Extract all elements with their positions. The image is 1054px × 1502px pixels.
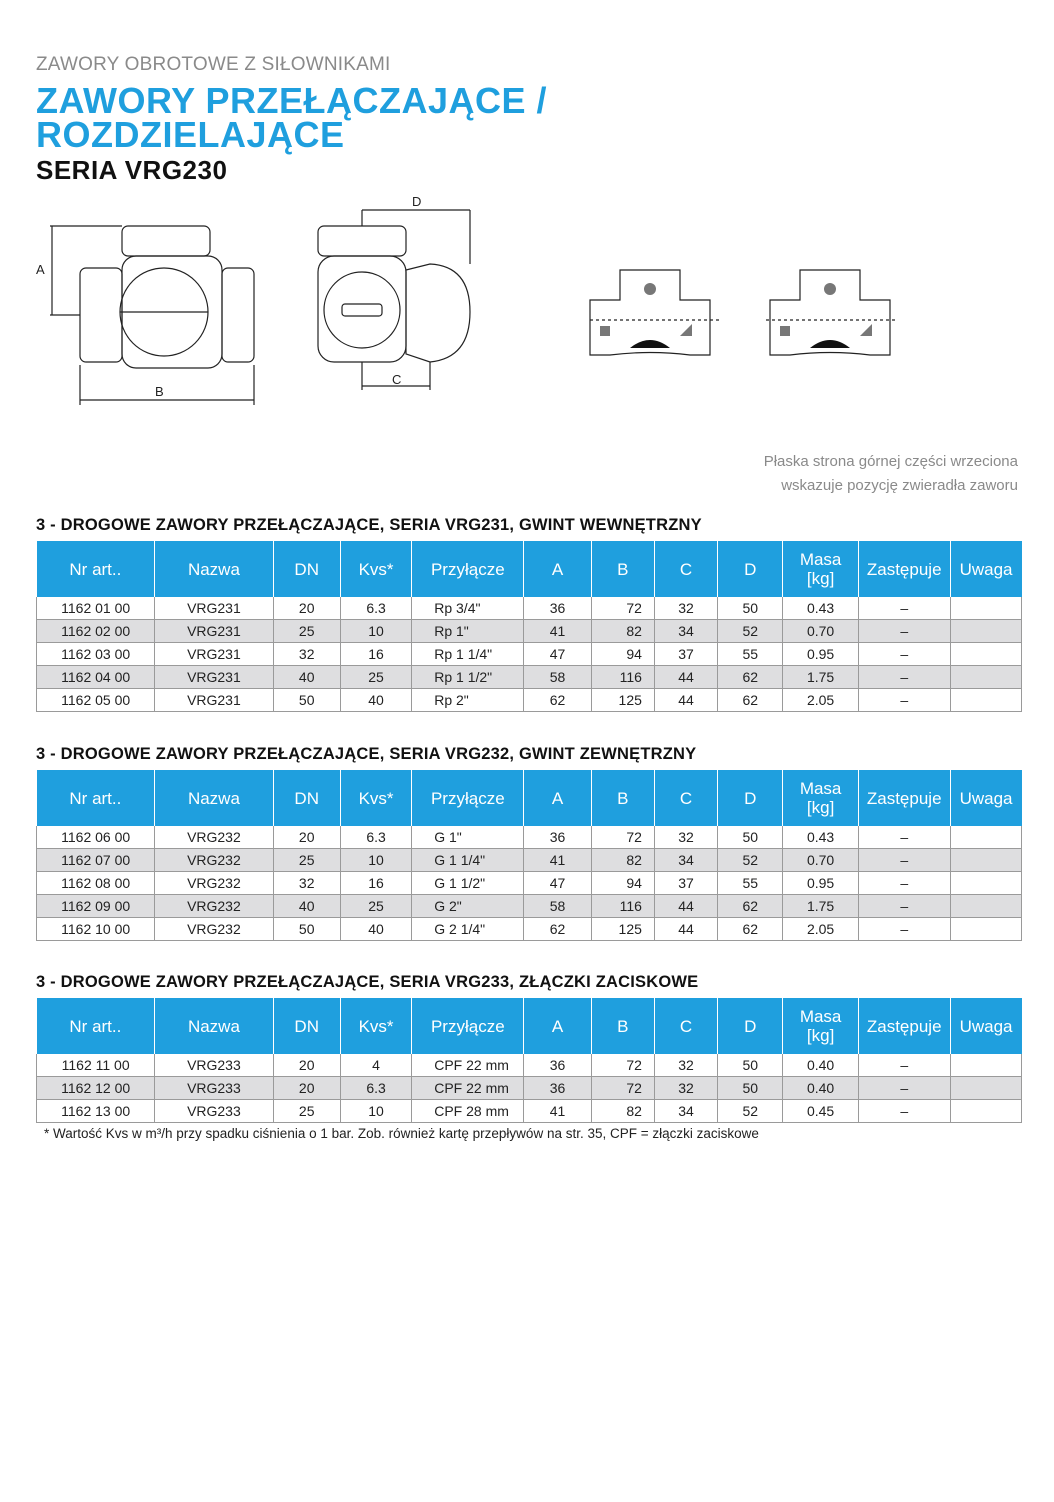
col-kvs-cell: 16 bbox=[340, 872, 411, 895]
col-d-cell: 50 bbox=[718, 597, 783, 620]
col-masa-cell: 0.70 bbox=[783, 849, 858, 872]
col-kvs-cell: 10 bbox=[340, 620, 411, 643]
col-zastepuje-cell: – bbox=[858, 918, 950, 941]
col-a-cell: 62 bbox=[524, 918, 591, 941]
header-col-masa: Masa [kg] bbox=[783, 770, 858, 826]
col-dn-cell: 32 bbox=[273, 643, 340, 666]
col-c-cell: 32 bbox=[654, 597, 717, 620]
col-nr-art-cell: 1162 09 00 bbox=[37, 895, 155, 918]
col-nr-art-cell: 1162 05 00 bbox=[37, 689, 155, 712]
table-row bbox=[37, 1077, 1022, 1100]
col-uwaga-cell bbox=[950, 1054, 1021, 1077]
col-masa-cell: 1.75 bbox=[783, 895, 858, 918]
col-nr-art-cell: 1162 10 00 bbox=[37, 918, 155, 941]
col-masa-cell: 0.70 bbox=[783, 620, 858, 643]
header-col-kvs: Kvs* bbox=[340, 541, 411, 597]
col-a-cell: 41 bbox=[524, 849, 591, 872]
col-d-cell: 55 bbox=[718, 872, 783, 895]
col-zastepuje-cell: – bbox=[858, 826, 950, 849]
col-d-cell: 50 bbox=[718, 1054, 783, 1077]
table-row bbox=[37, 1100, 1022, 1123]
page-title-line1: ZAWORY PRZEŁĄCZAJĄCE / bbox=[36, 80, 548, 121]
col-kvs-cell: 6.3 bbox=[340, 1077, 411, 1100]
table-section-vrg232 bbox=[36, 745, 1022, 941]
col-masa-cell: 0.95 bbox=[783, 643, 858, 666]
col-nr-art-cell: 1162 13 00 bbox=[37, 1100, 155, 1123]
col-masa-cell: 0.43 bbox=[783, 826, 858, 849]
col-b-cell: 116 bbox=[591, 666, 654, 689]
header-col-kvs: Kvs* bbox=[340, 770, 411, 826]
col-b-cell: 82 bbox=[591, 1100, 654, 1123]
col-masa-cell: 0.95 bbox=[783, 872, 858, 895]
col-kvs-cell: 6.3 bbox=[340, 826, 411, 849]
col-c-cell: 34 bbox=[654, 620, 717, 643]
header-col-uwaga: Uwaga bbox=[950, 998, 1021, 1054]
col-c-cell: 32 bbox=[654, 1054, 717, 1077]
col-przylacze-cell: Rp 2" bbox=[412, 689, 524, 712]
col-d-cell: 62 bbox=[718, 918, 783, 941]
col-uwaga-cell bbox=[950, 872, 1021, 895]
header-col-a: A bbox=[524, 998, 591, 1054]
header-col-a: A bbox=[524, 541, 591, 597]
header-col-nr-art: Nr art.. bbox=[37, 541, 155, 597]
table-title: 3 - DROGOWE ZAWORY PRZEŁĄCZAJĄCE, SERIA VRG233, ZŁĄCZKI ZACISKOWE bbox=[36, 973, 699, 991]
product-table bbox=[36, 541, 1022, 712]
header-col-zastepuje: Zastępuje bbox=[858, 541, 950, 597]
col-masa-cell: 0.40 bbox=[783, 1077, 858, 1100]
col-masa-cell: 0.45 bbox=[783, 1100, 858, 1123]
col-uwaga-cell bbox=[950, 1077, 1021, 1100]
header-col-c: C bbox=[654, 770, 717, 826]
header-col-dn: DN bbox=[273, 541, 340, 597]
product-table bbox=[36, 998, 1022, 1123]
table-section-vrg231 bbox=[36, 516, 1022, 712]
col-masa-cell: 2.05 bbox=[783, 918, 858, 941]
col-przylacze-cell: G 2" bbox=[412, 895, 524, 918]
col-dn-cell: 25 bbox=[273, 1100, 340, 1123]
table-row bbox=[37, 597, 1022, 620]
col-dn-cell: 50 bbox=[273, 918, 340, 941]
table-row bbox=[37, 643, 1022, 666]
col-d-cell: 52 bbox=[718, 849, 783, 872]
col-a-cell: 36 bbox=[524, 1077, 591, 1100]
section-overline: ZAWORY OBROTOWE Z SIŁOWNIKAMI bbox=[36, 54, 391, 75]
spindle-note-line2: wskazuje pozycję zwieradła zaworu bbox=[781, 477, 1018, 494]
col-nr-art-cell: 1162 11 00 bbox=[37, 1054, 155, 1077]
col-d-cell: 62 bbox=[718, 666, 783, 689]
header-col-c: C bbox=[654, 998, 717, 1054]
header-col-nr-art: Nr art.. bbox=[37, 998, 155, 1054]
col-nazwa-cell: VRG232 bbox=[155, 895, 273, 918]
col-a-cell: 47 bbox=[524, 872, 591, 895]
col-nazwa-cell: VRG231 bbox=[155, 666, 273, 689]
valve-side-view bbox=[318, 210, 470, 390]
table-row bbox=[37, 620, 1022, 643]
flow-diagram-1 bbox=[590, 270, 720, 355]
header-col-przylacze: Przyłącze bbox=[412, 541, 524, 597]
table-header-row bbox=[37, 770, 1022, 826]
flow-diagram-2 bbox=[766, 270, 896, 355]
col-nazwa-cell: VRG232 bbox=[155, 849, 273, 872]
col-b-cell: 72 bbox=[591, 1077, 654, 1100]
col-przylacze-cell: G 2 1/4" bbox=[412, 918, 524, 941]
col-przylacze-cell: G 1" bbox=[412, 826, 524, 849]
col-nr-art-cell: 1162 08 00 bbox=[37, 872, 155, 895]
dimension-label-c: C bbox=[392, 372, 402, 387]
col-uwaga-cell bbox=[950, 1100, 1021, 1123]
col-b-cell: 82 bbox=[591, 620, 654, 643]
table-row bbox=[37, 826, 1022, 849]
col-nr-art-cell: 1162 04 00 bbox=[37, 666, 155, 689]
col-przylacze-cell: G 1 1/2" bbox=[412, 872, 524, 895]
col-kvs-cell: 25 bbox=[340, 666, 411, 689]
header-col-zastepuje: Zastępuje bbox=[858, 998, 950, 1054]
col-b-cell: 72 bbox=[591, 826, 654, 849]
table-header-row bbox=[37, 998, 1022, 1054]
col-kvs-cell: 25 bbox=[340, 895, 411, 918]
col-przylacze-cell: Rp 1 1/4" bbox=[412, 643, 524, 666]
table-row bbox=[37, 849, 1022, 872]
col-nr-art-cell: 1162 03 00 bbox=[37, 643, 155, 666]
col-przylacze-cell: CPF 28 mm bbox=[412, 1100, 524, 1123]
header-col-przylacze: Przyłącze bbox=[412, 998, 524, 1054]
col-nr-art-cell: 1162 02 00 bbox=[37, 620, 155, 643]
col-a-cell: 58 bbox=[524, 895, 591, 918]
col-nazwa-cell: VRG231 bbox=[155, 620, 273, 643]
col-c-cell: 34 bbox=[654, 849, 717, 872]
col-c-cell: 37 bbox=[654, 872, 717, 895]
header-col-zastepuje: Zastępuje bbox=[858, 770, 950, 826]
col-b-cell: 72 bbox=[591, 1054, 654, 1077]
col-uwaga-cell bbox=[950, 849, 1021, 872]
col-zastepuje-cell: – bbox=[858, 872, 950, 895]
col-dn-cell: 20 bbox=[273, 597, 340, 620]
col-b-cell: 125 bbox=[591, 689, 654, 712]
col-kvs-cell: 40 bbox=[340, 689, 411, 712]
header-col-masa: Masa [kg] bbox=[783, 998, 858, 1054]
col-przylacze-cell: CPF 22 mm bbox=[412, 1054, 524, 1077]
valve-technical-drawings bbox=[30, 190, 1030, 420]
col-kvs-cell: 4 bbox=[340, 1054, 411, 1077]
col-b-cell: 125 bbox=[591, 918, 654, 941]
col-b-cell: 94 bbox=[591, 643, 654, 666]
col-b-cell: 72 bbox=[591, 597, 654, 620]
dimension-label-a: A bbox=[36, 262, 45, 277]
header-col-b: B bbox=[591, 998, 654, 1054]
col-dn-cell: 40 bbox=[273, 895, 340, 918]
spindle-note bbox=[764, 450, 1018, 498]
col-nazwa-cell: VRG233 bbox=[155, 1077, 273, 1100]
header-col-d: D bbox=[718, 998, 783, 1054]
col-d-cell: 62 bbox=[718, 689, 783, 712]
col-uwaga-cell bbox=[950, 643, 1021, 666]
col-a-cell: 47 bbox=[524, 643, 591, 666]
dimension-label-d: D bbox=[412, 194, 422, 209]
header-col-przylacze: Przyłącze bbox=[412, 770, 524, 826]
col-nazwa-cell: VRG231 bbox=[155, 597, 273, 620]
col-nr-art-cell: 1162 07 00 bbox=[37, 849, 155, 872]
table-section-vrg233 bbox=[36, 973, 1022, 1123]
col-zastepuje-cell: – bbox=[858, 643, 950, 666]
table-title: 3 - DROGOWE ZAWORY PRZEŁĄCZAJĄCE, SERIA VRG231, GWINT WEWNĘTRZNY bbox=[36, 516, 702, 534]
col-nazwa-cell: VRG232 bbox=[155, 872, 273, 895]
header-col-nazwa: Nazwa bbox=[155, 998, 273, 1054]
header-col-nazwa: Nazwa bbox=[155, 541, 273, 597]
table-row bbox=[37, 895, 1022, 918]
col-nr-art-cell: 1162 12 00 bbox=[37, 1077, 155, 1100]
table-header-row bbox=[37, 541, 1022, 597]
col-b-cell: 94 bbox=[591, 872, 654, 895]
col-a-cell: 41 bbox=[524, 620, 591, 643]
col-zastepuje-cell: – bbox=[858, 666, 950, 689]
col-a-cell: 36 bbox=[524, 826, 591, 849]
col-a-cell: 36 bbox=[524, 597, 591, 620]
col-uwaga-cell bbox=[950, 597, 1021, 620]
header-col-uwaga: Uwaga bbox=[950, 541, 1021, 597]
col-c-cell: 44 bbox=[654, 895, 717, 918]
header-col-uwaga: Uwaga bbox=[950, 770, 1021, 826]
col-zastepuje-cell: – bbox=[858, 689, 950, 712]
header-col-b: B bbox=[591, 541, 654, 597]
header-col-kvs: Kvs* bbox=[340, 998, 411, 1054]
col-a-cell: 36 bbox=[524, 1054, 591, 1077]
valve-front-view bbox=[50, 226, 254, 405]
header-col-d: D bbox=[718, 541, 783, 597]
col-dn-cell: 25 bbox=[273, 620, 340, 643]
col-uwaga-cell bbox=[950, 918, 1021, 941]
col-dn-cell: 40 bbox=[273, 666, 340, 689]
col-uwaga-cell bbox=[950, 689, 1021, 712]
table-row bbox=[37, 666, 1022, 689]
page-title-line2: ROZDZIELAJĄCE bbox=[36, 114, 345, 155]
col-a-cell: 58 bbox=[524, 666, 591, 689]
header-col-a: A bbox=[524, 770, 591, 826]
col-nazwa-cell: VRG233 bbox=[155, 1054, 273, 1077]
col-c-cell: 44 bbox=[654, 689, 717, 712]
header-col-d: D bbox=[718, 770, 783, 826]
col-a-cell: 62 bbox=[524, 689, 591, 712]
col-zastepuje-cell: – bbox=[858, 1054, 950, 1077]
header-col-c: C bbox=[654, 541, 717, 597]
table-title: 3 - DROGOWE ZAWORY PRZEŁĄCZAJĄCE, SERIA VRG232, GWINT ZEWNĘTRZNY bbox=[36, 745, 697, 763]
col-masa-cell: 1.75 bbox=[783, 666, 858, 689]
product-table bbox=[36, 770, 1022, 941]
spindle-note-line1: Płaska strona górnej części wrzeciona bbox=[763, 453, 1018, 470]
col-uwaga-cell bbox=[950, 895, 1021, 918]
col-zastepuje-cell: – bbox=[858, 1100, 950, 1123]
col-d-cell: 55 bbox=[718, 643, 783, 666]
table-row bbox=[37, 689, 1022, 712]
col-nazwa-cell: VRG231 bbox=[155, 689, 273, 712]
col-kvs-cell: 40 bbox=[340, 918, 411, 941]
col-d-cell: 52 bbox=[718, 620, 783, 643]
col-uwaga-cell bbox=[950, 620, 1021, 643]
col-nazwa-cell: VRG232 bbox=[155, 918, 273, 941]
header-col-masa: Masa [kg] bbox=[783, 541, 858, 597]
col-kvs-cell: 10 bbox=[340, 849, 411, 872]
col-zastepuje-cell: – bbox=[858, 1077, 950, 1100]
col-c-cell: 32 bbox=[654, 1077, 717, 1100]
col-d-cell: 50 bbox=[718, 1077, 783, 1100]
col-przylacze-cell: G 1 1/4" bbox=[412, 849, 524, 872]
col-masa-cell: 0.43 bbox=[783, 597, 858, 620]
col-b-cell: 82 bbox=[591, 849, 654, 872]
col-nazwa-cell: VRG233 bbox=[155, 1100, 273, 1123]
col-c-cell: 44 bbox=[654, 666, 717, 689]
col-zastepuje-cell: – bbox=[858, 620, 950, 643]
table-row bbox=[37, 918, 1022, 941]
col-dn-cell: 50 bbox=[273, 689, 340, 712]
dimension-label-b: B bbox=[155, 384, 164, 399]
header-col-dn: DN bbox=[273, 770, 340, 826]
col-przylacze-cell: Rp 3/4" bbox=[412, 597, 524, 620]
col-dn-cell: 25 bbox=[273, 849, 340, 872]
table-row bbox=[37, 1054, 1022, 1077]
page-title bbox=[36, 80, 548, 155]
col-c-cell: 32 bbox=[654, 826, 717, 849]
col-nazwa-cell: VRG231 bbox=[155, 643, 273, 666]
col-zastepuje-cell: – bbox=[858, 895, 950, 918]
col-dn-cell: 20 bbox=[273, 1054, 340, 1077]
col-nazwa-cell: VRG232 bbox=[155, 826, 273, 849]
col-kvs-cell: 10 bbox=[340, 1100, 411, 1123]
col-przylacze-cell: Rp 1 1/2" bbox=[412, 666, 524, 689]
col-kvs-cell: 6.3 bbox=[340, 597, 411, 620]
col-uwaga-cell bbox=[950, 826, 1021, 849]
header-col-dn: DN bbox=[273, 998, 340, 1054]
col-d-cell: 62 bbox=[718, 895, 783, 918]
col-przylacze-cell: Rp 1" bbox=[412, 620, 524, 643]
footnote: * Wartość Kvs w m³/h przy spadku ciśnienia o 1 bar. Zob. również kartę przepływów na str. 35, CPF = złączki zaciskowe bbox=[44, 1126, 759, 1141]
col-dn-cell: 20 bbox=[273, 1077, 340, 1100]
col-dn-cell: 32 bbox=[273, 872, 340, 895]
table-row bbox=[37, 872, 1022, 895]
col-uwaga-cell bbox=[950, 666, 1021, 689]
col-masa-cell: 2.05 bbox=[783, 689, 858, 712]
col-b-cell: 116 bbox=[591, 895, 654, 918]
header-col-nr-art: Nr art.. bbox=[37, 770, 155, 826]
col-masa-cell: 0.40 bbox=[783, 1054, 858, 1077]
col-nr-art-cell: 1162 06 00 bbox=[37, 826, 155, 849]
col-dn-cell: 20 bbox=[273, 826, 340, 849]
col-c-cell: 34 bbox=[654, 1100, 717, 1123]
header-col-nazwa: Nazwa bbox=[155, 770, 273, 826]
col-c-cell: 37 bbox=[654, 643, 717, 666]
col-nr-art-cell: 1162 01 00 bbox=[37, 597, 155, 620]
header-col-b: B bbox=[591, 770, 654, 826]
col-kvs-cell: 16 bbox=[340, 643, 411, 666]
col-a-cell: 41 bbox=[524, 1100, 591, 1123]
col-przylacze-cell: CPF 22 mm bbox=[412, 1077, 524, 1100]
col-zastepuje-cell: – bbox=[858, 849, 950, 872]
col-d-cell: 50 bbox=[718, 826, 783, 849]
col-d-cell: 52 bbox=[718, 1100, 783, 1123]
col-c-cell: 44 bbox=[654, 918, 717, 941]
series-subtitle: SERIA VRG230 bbox=[36, 155, 228, 185]
col-zastepuje-cell: – bbox=[858, 597, 950, 620]
